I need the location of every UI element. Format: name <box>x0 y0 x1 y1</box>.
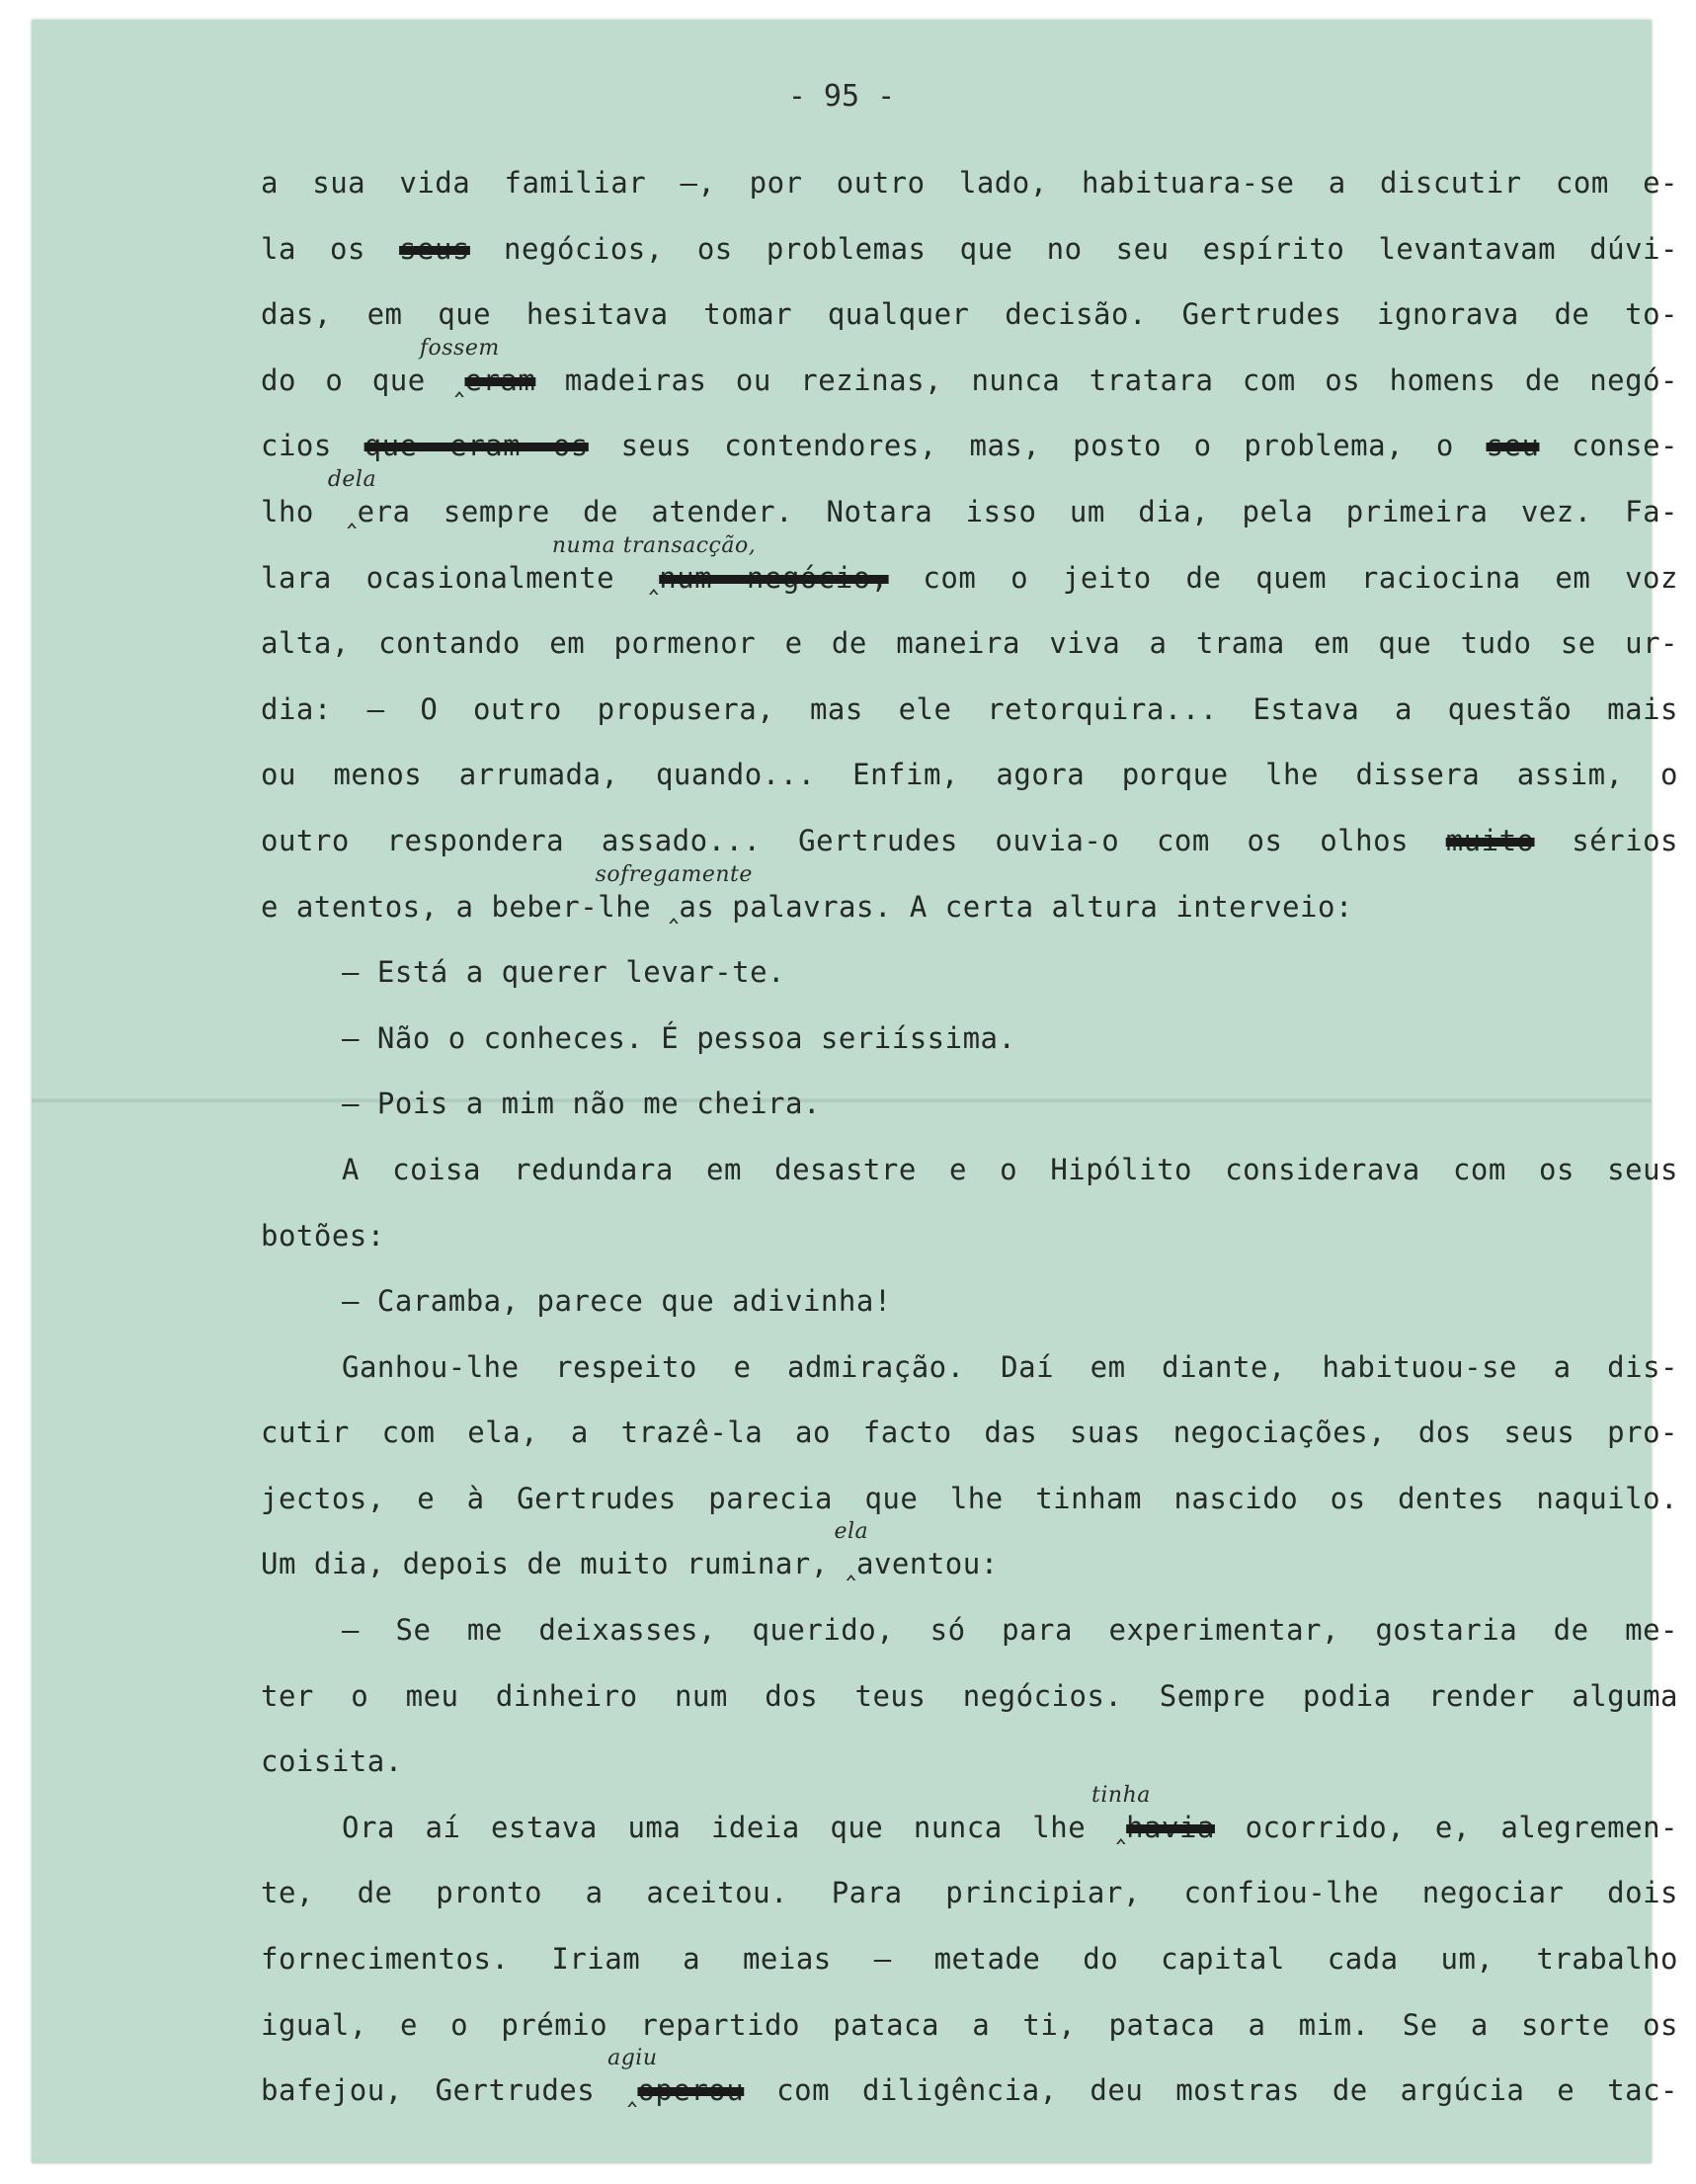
struck-text: havia <box>1126 1810 1215 1844</box>
line-text: Ora aí estava uma ideia que nunca lhe <box>342 1810 1116 1844</box>
typewritten-body <box>261 163 1678 2137</box>
line-text: dia: — O outro propusera, mas ele retorquira... Estava a questão mais <box>261 691 1678 726</box>
line-text: ocorrido, e, alegremen- <box>1214 1810 1678 1844</box>
line-text: A coisa redundara em desastre e o Hipólito considerava com os seus <box>342 1152 1678 1186</box>
handwritten-insertion <box>834 1519 869 1583</box>
text-line <box>261 623 1678 689</box>
line-text: igual, e o prémio repartido pataca a ti, pataca a mim. Se a sorte os <box>261 2007 1678 2042</box>
line-text: cutir com ela, a trazê-la ao facto das suas negociações, dos seus pro- <box>261 1416 1678 1450</box>
line-text: Ganhou-lhe respeito e admiração. Daí em diante, habituou-se a dis- <box>342 1349 1678 1384</box>
text-line <box>261 426 1678 492</box>
insertion-caret-icon: ‸ <box>454 363 465 397</box>
text-line <box>261 1479 1678 1545</box>
insertion-word: tinha <box>1091 1782 1151 1808</box>
text-line <box>261 1873 1678 1939</box>
insertion-caret-icon: ‸ <box>846 1547 856 1581</box>
manuscript-page <box>32 20 1679 2163</box>
line-text: — Se me deixasses, querido, só para experimentar, gostaria de me- <box>342 1613 1678 1648</box>
text-line <box>261 1939 1678 2005</box>
insertion-word: sofregamente <box>595 861 753 887</box>
text-line <box>261 689 1678 756</box>
line-text: madeiras ou rezinas, nunca tratara com os homens de negó- <box>535 363 1679 397</box>
struck-text: que eram os <box>363 429 589 463</box>
handwritten-insertion <box>551 532 757 598</box>
struck-text: operou <box>637 2073 745 2108</box>
line-text: la os <box>261 231 400 266</box>
text-line <box>261 1084 1678 1150</box>
text-line <box>261 1519 1678 1610</box>
line-text: ou menos arrumada, quando... Enfim, agora porque lhe dissera assim, o <box>261 758 1678 792</box>
line-text: — Caramba, parece que adivinha! <box>342 1284 892 1319</box>
text-line <box>261 1018 1678 1085</box>
text-line <box>261 466 1678 558</box>
page-number: - 95 - <box>787 79 896 114</box>
line-text: lho <box>261 494 348 528</box>
struck-text: num negócio, <box>659 560 889 595</box>
text-line <box>261 1741 1678 1808</box>
line-text: sérios <box>1534 823 1679 857</box>
insertion-caret-icon: ‸ <box>1115 1810 1127 1844</box>
struck-text: muito <box>1445 823 1535 857</box>
text-line <box>261 1782 1678 1874</box>
text-line <box>261 1347 1678 1414</box>
insertion-caret-icon: ‸ <box>669 889 680 924</box>
text-line <box>261 163 1678 229</box>
line-text: alta, contando em pormenor e de maneira viva a trama em que tudo se ur- <box>261 626 1678 661</box>
text-line <box>261 1413 1678 1479</box>
text-line <box>261 821 1678 887</box>
line-text: bafejou, Gertrudes <box>261 2073 628 2108</box>
handwritten-insertion <box>327 466 377 531</box>
text-line <box>261 1216 1678 1282</box>
text-line <box>261 229 1678 295</box>
text-line <box>261 335 1679 427</box>
line-text: jectos, e à Gertrudes parecia que lhe tinham nascido os dentes naquilo. <box>261 1481 1678 1515</box>
line-text: cios <box>261 429 364 463</box>
line-text: seus contendores, mas, posto o problema, o <box>588 429 1487 463</box>
insertion-word: agiu <box>607 2046 658 2071</box>
struck-text: eram <box>464 363 536 397</box>
line-text: do o que <box>261 363 455 397</box>
text-line <box>261 1676 1678 1742</box>
text-line <box>261 861 1678 953</box>
insertion-caret-icon: ‸ <box>347 494 358 528</box>
insertion-caret-icon: ‸ <box>627 2073 638 2108</box>
insertion-word: ela <box>834 1519 869 1545</box>
text-line <box>261 1281 1678 1347</box>
text-line <box>261 532 1678 624</box>
line-text: botões: <box>261 1218 385 1253</box>
line-text: — Não o conheces. É pessoa seriíssima. <box>342 1020 1016 1055</box>
insertion-word: dela <box>327 466 377 492</box>
line-text: — Está a querer levar-te. <box>342 955 785 990</box>
line-text: outro respondera assado... Gertrudes ouvia-o com os olhos <box>261 823 1446 857</box>
line-text: Um dia, depois de muito ruminar, <box>261 1547 847 1581</box>
handwritten-insertion <box>607 2046 658 2110</box>
line-text: lara ocasionalmente <box>261 560 649 595</box>
line-text: fornecimentos. Iriam a meias — metade do capital cada um, trabalho <box>261 1942 1678 1977</box>
line-text: com diligência, deu mostras de argúcia e tac- <box>744 2073 1678 2108</box>
line-text: aventou: <box>856 1547 999 1581</box>
insertion-caret-icon: ‸ <box>648 560 660 595</box>
handwritten-insertion <box>595 861 753 927</box>
insertion-word: fossem <box>419 335 500 361</box>
line-text: negócios, os problemas que no seu espírito levantavam dúvi- <box>469 231 1678 266</box>
text-line <box>261 1610 1678 1676</box>
line-text: coisita. <box>261 1744 403 1779</box>
line-text: as palavras. A certa altura interveio: <box>679 889 1353 924</box>
struck-text: seus <box>399 231 470 266</box>
line-text: com o jeito de quem raciocina em voz <box>888 560 1678 595</box>
text-line <box>261 2046 1678 2137</box>
line-text: te, de pronto a aceitou. Para principiar, confiou-lhe negociar dois <box>261 1876 1678 1910</box>
text-line <box>261 2005 1678 2071</box>
line-text: e atentos, a beber-lhe <box>261 889 670 924</box>
line-text: conse- <box>1539 429 1678 463</box>
line-text: ter o meu dinheiro num dos teus negócios. Sempre podia render alguma <box>261 1678 1678 1713</box>
line-text: a sua vida familiar —, por outro lado, habituara-se a discutir com e- <box>261 166 1678 200</box>
handwritten-insertion <box>1091 1782 1151 1847</box>
text-line <box>261 755 1678 821</box>
insertion-word: numa transacção, <box>551 532 757 558</box>
text-line <box>261 952 1678 1018</box>
line-text: era sempre de atender. Notara isso um dia, pela primeira vez. Fa- <box>357 494 1678 528</box>
line-text: das, em que hesitava tomar qualquer decisão. Gertrudes ignorava de to- <box>261 297 1678 332</box>
text-line <box>261 1150 1678 1216</box>
struck-text: seu <box>1486 429 1540 463</box>
line-text: — Pois a mim não me cheira. <box>342 1087 821 1121</box>
